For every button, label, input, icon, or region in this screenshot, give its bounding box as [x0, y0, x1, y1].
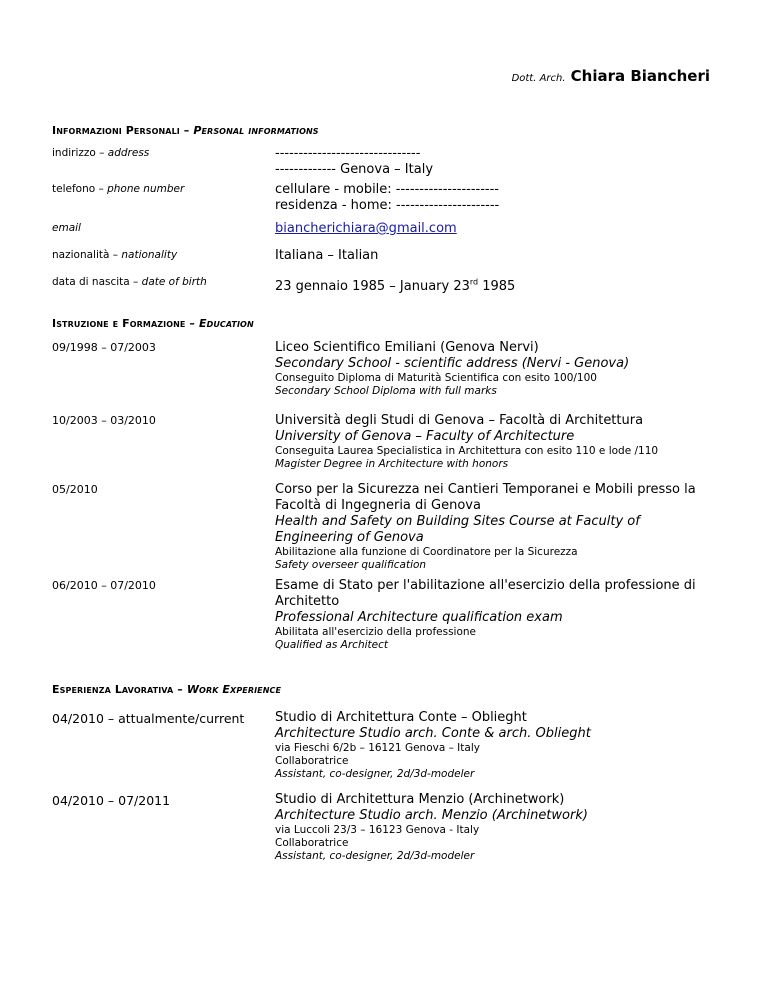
- row-label: telefono – phone number: [52, 183, 185, 195]
- label-it: telefono: [52, 183, 96, 195]
- phone-home: residenza - home: ----------------------: [275, 198, 500, 213]
- section-work: [52, 683, 712, 696]
- row-label: indirizzo – address: [52, 147, 150, 159]
- section-title-sep: –: [173, 683, 187, 696]
- education-date: 10/2003 – 03/2010: [52, 414, 156, 427]
- birth-value: [275, 279, 515, 294]
- education-note: Abilitata all'esercizio della professione: [275, 626, 477, 638]
- education-note: Abilitazione alla funzione di Coordinatore per la Sicurezza: [275, 546, 578, 558]
- education-note-en: Qualified as Architect: [275, 639, 388, 651]
- label-en: nationality: [121, 249, 178, 261]
- education-note: Conseguita Laurea Specialistica in Architettura con esito 110 e lode /110: [275, 445, 659, 457]
- education-details: [275, 482, 712, 572]
- education-main: Corso per la Sicurezza nei Cantieri Temporanei e Mobili presso la Facoltà di Ingegneria di Genova: [275, 482, 696, 513]
- work-details: [275, 710, 712, 781]
- address-line-1: -------------------------------: [275, 146, 421, 161]
- education-main-en: Health and Safety on Building Sites Course at Faculty of Engineering of Genova: [275, 514, 640, 545]
- section-title-it: Informazioni Personali: [52, 124, 180, 137]
- work-date: 04/2010 – 07/2011: [52, 793, 171, 808]
- education-details: [275, 578, 712, 652]
- row-value: [275, 248, 712, 264]
- row-label: [52, 221, 275, 237]
- row-email: [52, 221, 712, 237]
- row-birth: [52, 275, 712, 295]
- section-title-en: Education: [198, 317, 254, 330]
- section-title-en: Work Experience: [186, 683, 282, 696]
- section-title-work: [52, 683, 712, 696]
- work-address: via Fieschi 6/2b – 16121 Genova – Italy: [275, 742, 480, 754]
- work-role-en: Assistant, co-designer, 2d/3d-modeler: [275, 850, 475, 862]
- row-value: [275, 182, 712, 214]
- birth-value-sup: rd: [469, 278, 479, 287]
- work-details: [275, 792, 712, 863]
- row-label: data di nascita – date of birth: [52, 276, 207, 288]
- section-title-it: Istruzione e Formazione: [52, 317, 186, 330]
- work-main-en: Architecture Studio arch. Conte & arch. Oblieght: [275, 726, 591, 741]
- label-it: indirizzo: [52, 147, 96, 159]
- header-name: [512, 66, 710, 85]
- education-main: Liceo Scientifico Emiliani (Genova Nervi): [275, 340, 539, 355]
- row-phone: [52, 182, 712, 214]
- education-item: [52, 578, 712, 652]
- label-it: nazionalità: [52, 249, 110, 261]
- row-nationality: [52, 248, 712, 264]
- education-date: 05/2010: [52, 483, 98, 496]
- email-link[interactable]: biancherichiara@gmail.com: [275, 221, 457, 236]
- row-label: nazionalità – nationality: [52, 249, 178, 261]
- education-details: [275, 340, 712, 398]
- education-note: Conseguito Diploma di Maturità Scientifica con esito 100/100: [275, 372, 597, 384]
- section-title-en: Personal informations: [193, 124, 319, 137]
- education-item: [52, 413, 712, 471]
- work-item: [52, 792, 712, 863]
- row-value: [275, 146, 712, 178]
- section-title-sep: –: [179, 124, 194, 137]
- section-title-it: Esperienza Lavorativa: [52, 683, 174, 696]
- education-main-en: Professional Architecture qualification exam: [275, 610, 563, 625]
- education-note-en: Secondary School Diploma with full marks: [275, 385, 497, 397]
- education-main: Università degli Studi di Genova – Facoltà di Architettura: [275, 413, 644, 428]
- birth-value-main: 23 gennaio 1985 – January 23: [275, 279, 470, 295]
- education-date: 06/2010 – 07/2010: [52, 579, 156, 592]
- label-it: data di nascita: [52, 276, 130, 288]
- work-role: Collaboratrice: [275, 837, 349, 849]
- label-en: date of birth: [141, 276, 207, 288]
- label-email: email: [52, 222, 81, 234]
- education-item: [52, 340, 712, 398]
- section-title-education: [52, 317, 712, 330]
- work-item: [52, 710, 712, 781]
- nationality-value: Italiana – Italian: [275, 248, 379, 263]
- section-title-personal: [52, 124, 712, 137]
- row-value: [275, 221, 712, 237]
- education-main-en: University of Genova – Faculty of Architecture: [275, 429, 575, 444]
- section-education: [52, 317, 712, 330]
- education-note-en: Magister Degree in Architecture with honors: [275, 458, 509, 470]
- row-address: [52, 146, 712, 178]
- work-role-en: Assistant, co-designer, 2d/3d-modeler: [275, 768, 475, 780]
- section-title-sep: –: [185, 317, 199, 330]
- work-date: 04/2010 – attualmente/current: [52, 711, 245, 726]
- header-full-name: Chiara Biancheri: [570, 67, 710, 85]
- work-main: Studio di Architettura Conte – Oblieght: [275, 710, 527, 725]
- phone-mobile: cellulare - mobile: ----------------------: [275, 182, 500, 197]
- work-main: Studio di Architettura Menzio (Archinetwork): [275, 792, 565, 807]
- education-date: 09/1998 – 07/2003: [52, 341, 156, 354]
- education-main: Esame di Stato per l'abilitazione all'esercizio della professione di Architetto: [275, 578, 696, 609]
- work-address: via Luccoli 23/3 – 16123 Genova - Italy: [275, 824, 480, 836]
- row-value: [275, 275, 712, 295]
- education-item: [52, 482, 712, 572]
- work-role: Collaboratrice: [275, 755, 349, 767]
- birth-value-year: 1985: [478, 279, 516, 295]
- education-details: [275, 413, 712, 471]
- work-main-en: Architecture Studio arch. Menzio (Archinetwork): [275, 808, 588, 823]
- header-prefix: Dott. Arch.: [511, 73, 566, 84]
- address-line-2: ------------- Genova – Italy: [275, 162, 434, 177]
- label-en: address: [107, 147, 150, 159]
- label-en: phone number: [107, 183, 185, 195]
- education-main-en: Secondary School - scientific address (Nervi - Genova): [275, 356, 630, 371]
- education-note-en: Safety overseer qualification: [275, 559, 427, 571]
- section-personal: [52, 124, 712, 137]
